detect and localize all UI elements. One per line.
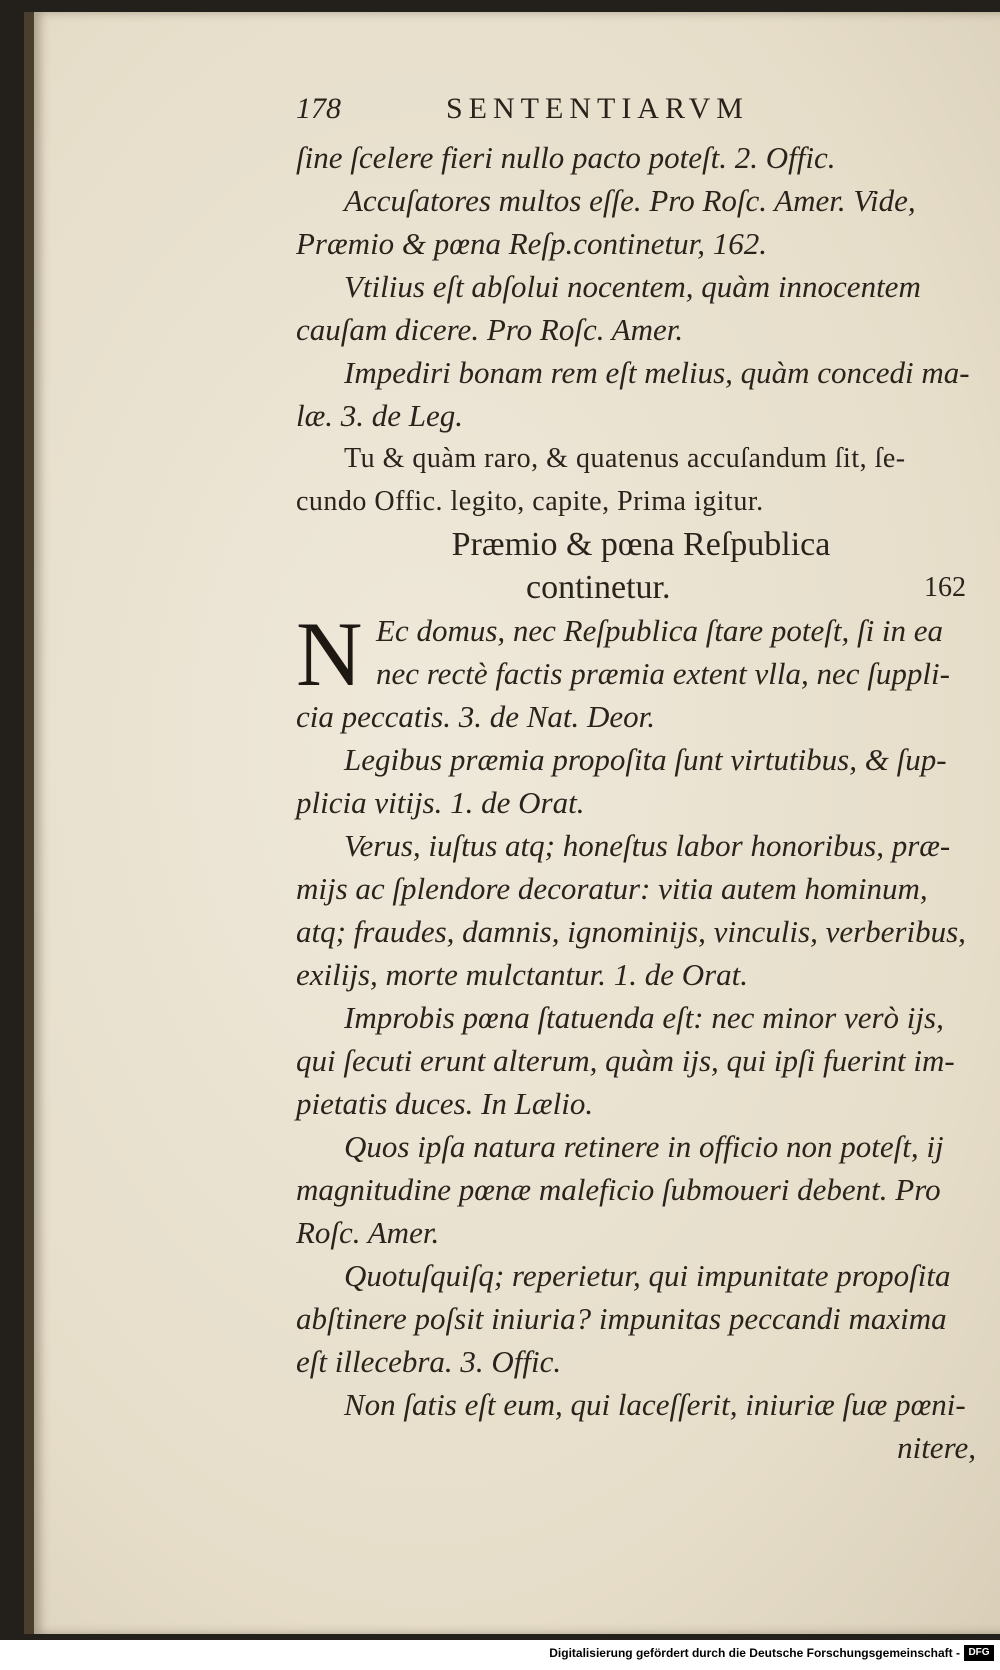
running-title: SENTENTIARVM xyxy=(446,92,749,125)
section-heading-line-2 xyxy=(296,566,986,609)
dfg-logo: DFG xyxy=(964,1645,994,1661)
text-line: qui ſecuti erunt alterum, quàm ijs, qui ipſi fuerint im- xyxy=(296,1043,955,1078)
text-line: Verus, iuſtus atq; honeſtus labor honoribus, præ- xyxy=(344,828,951,863)
text-line: Roſc. Amer. xyxy=(296,1215,440,1250)
text-line: mijs ac ſplendore decoratur: vitia autem hominum, xyxy=(296,871,928,906)
text-line: Ec domus, nec Reſpublica ſtare poteſt, ſi in ea xyxy=(376,613,944,648)
text-line: Tu & quàm raro, & quatenus accuſandum ſit, ſe- xyxy=(344,443,906,474)
text-line: cundo Offic. legito, capite, Prima igitur. xyxy=(296,486,764,517)
folio-number: 178 xyxy=(296,92,341,125)
text-line: ſine ſcelere fieri nullo pacto poteſt. 2. Offic. xyxy=(296,140,836,175)
page-header xyxy=(296,92,986,132)
text-line: Vtilius eſt abſolui nocentem, quàm innocentem xyxy=(344,269,921,304)
funding-credit: Digitalisierung gefördert durch die Deutsche Forschungsgemeinschaft - xyxy=(549,1646,960,1660)
digitization-footer xyxy=(0,1640,1000,1670)
text-line: abſtinere poſsit iniuria? impunitas peccandi maxima xyxy=(296,1301,947,1336)
text-line: magnitudine pœnæ maleficio ſubmoueri debent. Pro xyxy=(296,1172,941,1207)
section-heading: Præmio & pœna Reſpublica xyxy=(451,526,831,563)
catchword: nitere, xyxy=(897,1430,976,1465)
text-line: Accuſatores multos eſſe. Pro Roſc. Amer. Vide, xyxy=(344,183,916,218)
text-line: plicia vitijs. 1. de Orat. xyxy=(296,785,585,820)
section-number: 162 xyxy=(924,572,966,603)
text-line: pietatis duces. In Lælio. xyxy=(296,1086,594,1121)
dropcap-paragraph xyxy=(296,603,986,705)
text-line: Quotuſquiſq; reperietur, qui impunitate propoſita xyxy=(344,1258,951,1293)
text-line: Præmio & pœna Reſp.continetur, 162. xyxy=(296,226,768,261)
text-line: Non ſatis eſt eum, qui laceſſerit, iniuriæ ſuæ pœni- xyxy=(344,1387,966,1422)
text-line: læ. 3. de Leg. xyxy=(296,398,464,433)
text-line: atq; fraudes, damnis, ignominijs, vinculis, verberibus, xyxy=(296,914,966,949)
text-line: Legibus præmia propoſita ſunt virtutibus, & ſup- xyxy=(344,742,947,777)
text-line: Quos ipſa natura retinere in officio non poteſt, ij xyxy=(344,1129,944,1164)
text-line: Improbis pœna ſtatuenda eſt: nec minor verò ijs, xyxy=(344,1000,944,1035)
text-line: eſt illecebra. 3. Offic. xyxy=(296,1344,562,1379)
text-line: Impediri bonam rem eſt melius, quàm concedi ma- xyxy=(344,355,970,390)
text-line: nec rectè factis præmia extent vlla, nec ſuppli- xyxy=(376,656,950,691)
body-lines xyxy=(296,136,986,1469)
drop-cap: N xyxy=(296,603,363,705)
text-line: cauſam dicere. Pro Roſc. Amer. xyxy=(296,312,684,347)
section-heading-text: continetur. xyxy=(526,569,671,606)
text-line: exilijs, morte mulctantur. 1. de Orat. xyxy=(296,957,749,992)
text-line: cia peccatis. 3. de Nat. Deor. xyxy=(296,699,656,734)
